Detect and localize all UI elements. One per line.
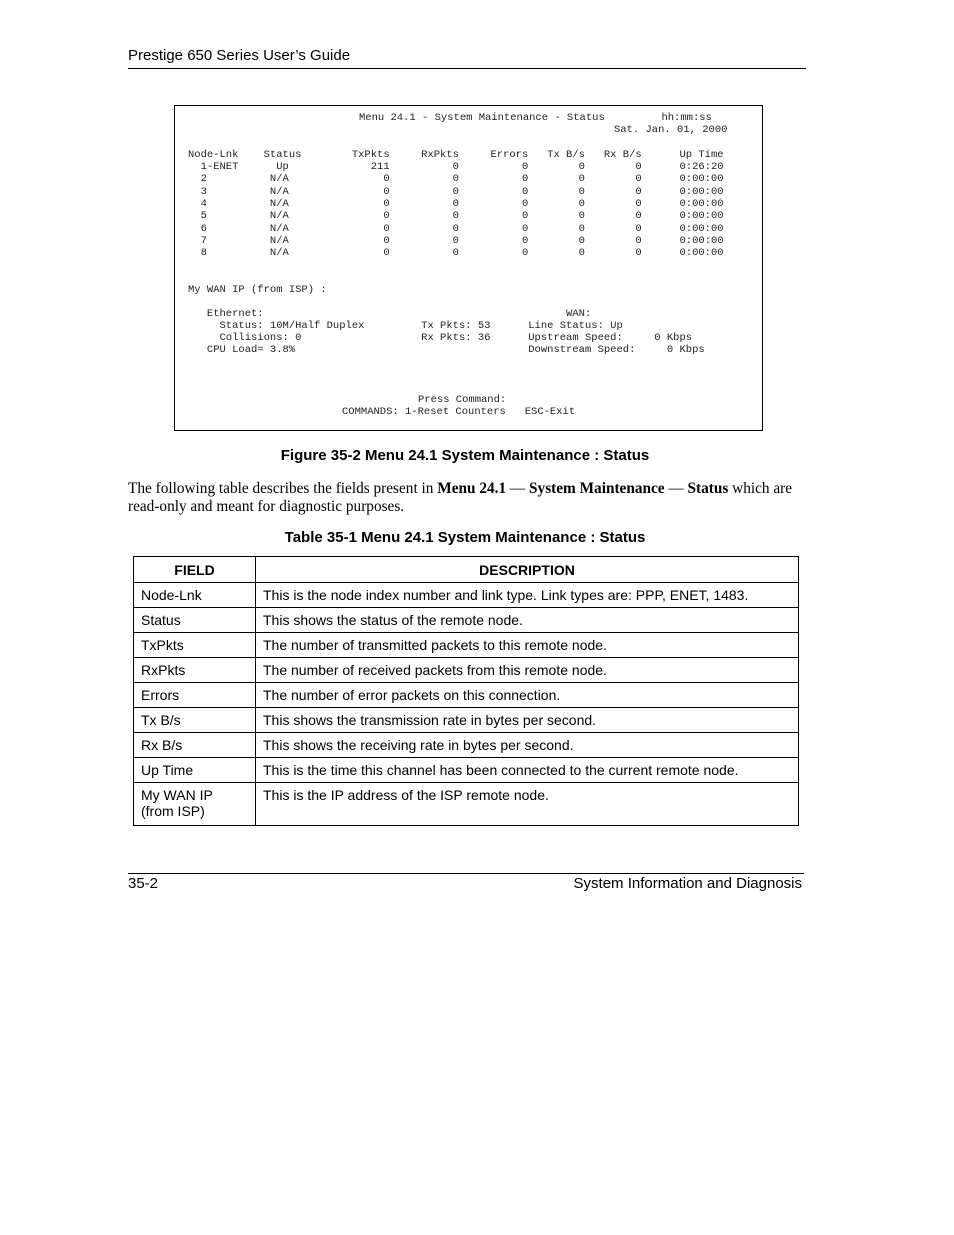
terminal-line: COMMANDS: 1-Reset Counters ESC-Exit — [342, 406, 576, 418]
terminal-line: CPU Load= 3.8% Downstream Speed: 0 Kbps — [188, 344, 705, 356]
terminal-line: 6 N/A 0 0 0 0 0 0:00:00 — [188, 223, 724, 235]
footer-page-number: 35-2 — [128, 875, 159, 892]
field-cell: Errors — [134, 683, 256, 708]
terminal-line: Sat. Jan. 01, 2000 — [614, 124, 728, 136]
field-description-table — [133, 556, 799, 826]
terminal-line: Status: 10M/Half Duplex Tx Pkts: 53 Line Status: Up — [188, 320, 623, 332]
page-header-title: Prestige 650 Series User’s Guide — [128, 47, 351, 64]
terminal-line: Menu 24.1 - System Maintenance - Status hh:mm:ss — [359, 112, 712, 124]
header-description: DESCRIPTION — [256, 557, 799, 583]
description-cell: This shows the transmission rate in bytes per second. — [256, 708, 799, 733]
description-cell: This shows the status of the remote node. — [256, 608, 799, 633]
terminal-line: My WAN IP (from ISP) : — [188, 284, 327, 296]
table-header-row — [134, 557, 799, 583]
header-field: FIELD — [134, 557, 256, 583]
terminal-line: 2 N/A 0 0 0 0 0 0:00:00 — [188, 173, 724, 185]
footer-rule — [128, 873, 804, 874]
terminal-line: Collisions: 0 Rx Pkts: 36 Upstream Speed: 0 Kbps — [188, 332, 693, 344]
description-cell: This shows the receiving rate in bytes per second. — [256, 733, 799, 758]
table-row — [134, 683, 799, 708]
header-rule — [128, 68, 806, 69]
description-cell: This is the time this channel has been connected to the current remote node. — [256, 758, 799, 783]
figure-caption: Figure 35-2 Menu 24.1 System Maintenance : Status — [280, 447, 650, 464]
table-caption: Table 35-1 Menu 24.1 System Maintenance : Status — [284, 529, 646, 546]
table-row — [134, 758, 799, 783]
table-row — [134, 733, 799, 758]
terminal-line: 4 N/A 0 0 0 0 0 0:00:00 — [188, 198, 724, 210]
field-cell: Status — [134, 608, 256, 633]
description-cell: This is the IP address of the ISP remote node. — [256, 783, 799, 826]
table-row — [134, 583, 799, 608]
description-cell: The number of transmitted packets to this remote node. — [256, 633, 799, 658]
body-paragraph: The following table describes the fields present in Menu 24.1 — System Maintenance — Status which are read-only and meant for diagnostic purposes. — [128, 480, 793, 515]
field-cell: Node-Lnk — [134, 583, 256, 608]
table-row — [134, 708, 799, 733]
description-cell: This is the node index number and link type. Link types are: PPP, ENET, 1483. — [256, 583, 799, 608]
field-cell: TxPkts — [134, 633, 256, 658]
terminal-line: 8 N/A 0 0 0 0 0 0:00:00 — [188, 247, 724, 259]
terminal-line: 7 N/A 0 0 0 0 0 0:00:00 — [188, 235, 724, 247]
description-cell: The number of received packets from this remote node. — [256, 658, 799, 683]
table-row — [134, 783, 799, 826]
terminal-line: 3 N/A 0 0 0 0 0 0:00:00 — [188, 186, 724, 198]
field-cell: Tx B/s — [134, 708, 256, 733]
table-row — [134, 658, 799, 683]
terminal-line: Node-Lnk Status TxPkts RxPkts Errors Tx B/s Rx B/s Up Time — [188, 149, 724, 161]
terminal-line: Ethernet: WAN: — [188, 308, 592, 320]
field-cell: My WAN IP (from ISP) — [134, 783, 256, 826]
field-cell: Rx B/s — [134, 733, 256, 758]
description-cell: The number of error packets on this connection. — [256, 683, 799, 708]
footer-chapter-title: System Information and Diagnosis — [573, 875, 802, 892]
field-cell: RxPkts — [134, 658, 256, 683]
terminal-line: 1-ENET Up 211 0 0 0 0 0:26:20 — [188, 161, 724, 173]
terminal-line: 5 N/A 0 0 0 0 0 0:00:00 — [188, 210, 724, 222]
table-row — [134, 608, 799, 633]
table-row — [134, 633, 799, 658]
terminal-screen — [174, 105, 763, 431]
field-cell: Up Time — [134, 758, 256, 783]
terminal-line: Press Command: — [418, 394, 507, 406]
